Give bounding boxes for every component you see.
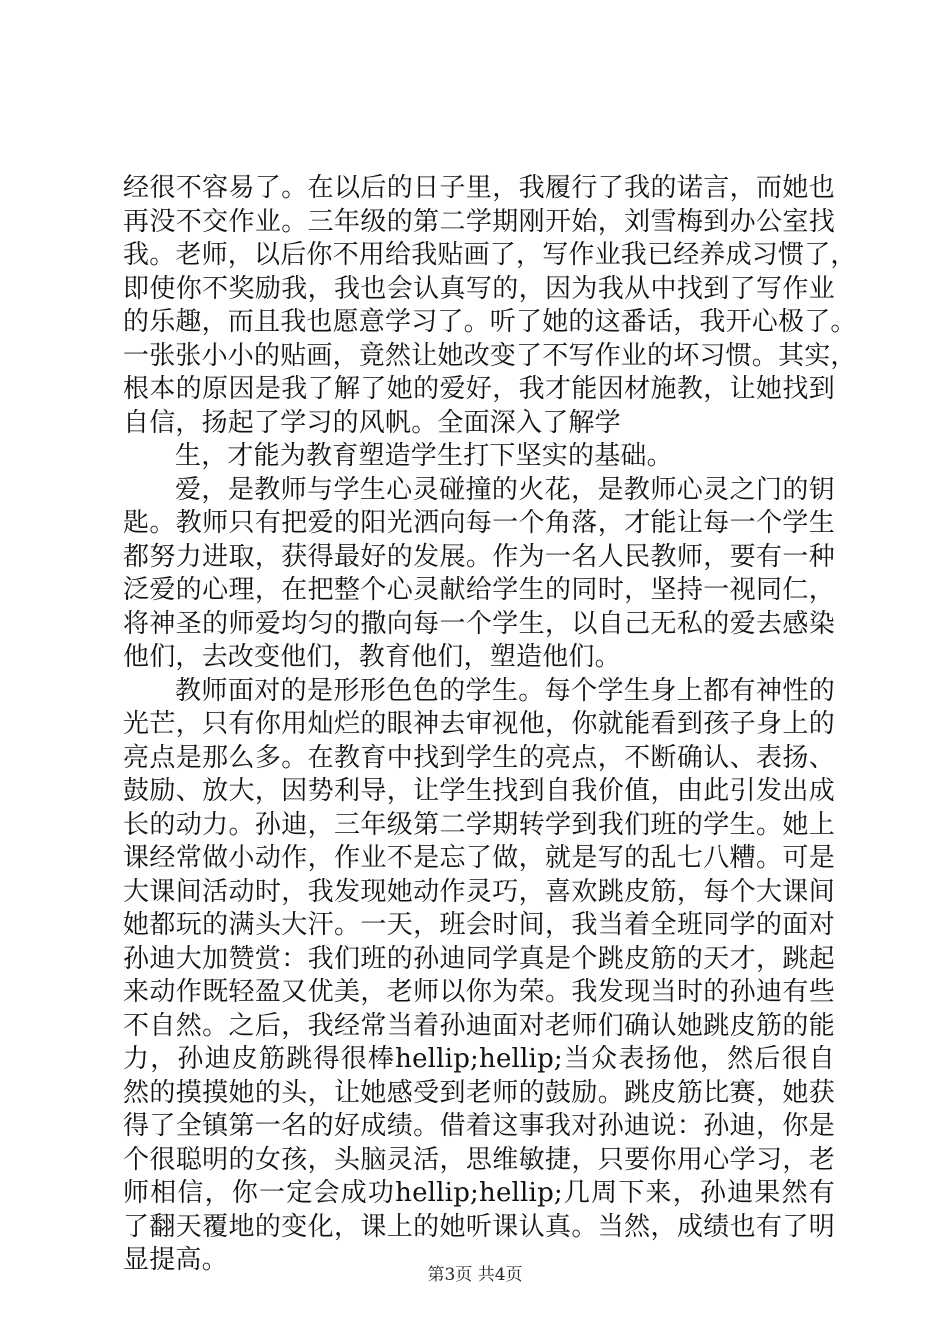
- text-line: 孙迪大加赞赏：我们班的孙迪同学真是个跳皮筋的天才，跳起: [123, 943, 835, 974]
- text-line: 将神圣的师爱均匀的撒向每一个学生，以自己无私的爱去感染: [123, 608, 835, 639]
- text-line: 教师面对的是形形色色的学生。每个学生身上都有神性的: [175, 675, 835, 706]
- text-line: 自信，扬起了学习的风帆。全面深入了解学: [123, 407, 621, 438]
- text-line: 泛爱的心理，在把整个心灵献给学生的同时，坚持一视同仁，: [123, 575, 835, 605]
- text-line: 然的摸摸她的头，让她感受到老师的鼓励。跳皮筋比赛，她获: [123, 1077, 835, 1108]
- text-line: 了翻天覆地的变化，课上的她听课认真。当然，成绩也有了明: [123, 1211, 835, 1242]
- body-text: [123, 172, 857, 1278]
- text-line: 他们，去改变他们，教育他们，塑造他们。: [123, 642, 621, 672]
- text-line: 课经常做小动作，作业不是忘了做，就是写的乱七八糟。可是: [123, 843, 835, 873]
- text-line: 长的动力。孙迪，三年级第二学期转学到我们班的学生。她上: [123, 809, 835, 840]
- text-line: 经很不容易了。在以后的日子里，我履行了我的诺言，而她也: [123, 173, 835, 203]
- text-line: 的乐趣，而且我也愿意学习了。听了她的这番话，我开心极了。: [123, 307, 857, 337]
- text-line: 师相信，你一定会成功hellip;hellip;几周下来，孙迪果然有: [123, 1178, 835, 1208]
- text-line: 显提高。: [123, 1245, 228, 1275]
- text-line: 都努力进取，获得最好的发展。作为一名人民教师，要有一种: [123, 541, 835, 572]
- text-line: 匙。教师只有把爱的阳光洒向每一个角落，才能让每一个学生: [123, 508, 835, 538]
- text-line: 得了全镇第一名的好成绩。借着这事我对孙迪说：孙迪，你是: [123, 1111, 835, 1141]
- text-line: 生，才能为教育塑造学生打下坚实的基础。: [175, 441, 673, 471]
- text-line: 我。老师，以后你不用给我贴画了，写作业我已经养成习惯了，: [123, 240, 857, 270]
- text-line: 大课间活动时，我发现她动作灵巧，喜欢跳皮筋，每个大课间: [123, 876, 835, 907]
- text-line: 鼓励、放大，因势利导，让学生找到自我价值，由此引发出成: [123, 776, 835, 806]
- text-line: 来动作既轻盈又优美，老师以你为荣。我发现当时的孙迪有些: [123, 977, 835, 1007]
- text-line: 力，孙迪皮筋跳得很棒hellip;hellip;当众表扬他，然后很自: [123, 1044, 835, 1074]
- text-line: 不自然。之后，我经常当着孙迪面对老师们确认她跳皮筋的能: [123, 1010, 835, 1041]
- text-line: 根本的原因是我了解了她的爱好，我才能因材施教，让她找到: [123, 374, 835, 404]
- text-line: 亮点是那么多。在教育中找到学生的亮点，不断确认、表扬、: [123, 742, 835, 773]
- page-number-footer: 第3页 共4页: [427, 1265, 523, 1285]
- text-line: 她都玩的满头大汗。一天，班会时间，我当着全班同学的面对: [123, 910, 835, 940]
- text-line: 即使你不奖励我，我也会认真写的，因为我从中找到了写作业: [123, 273, 835, 304]
- text-line: 个很聪明的女孩，头脑灵活，思维敏捷，只要你用心学习，老: [123, 1144, 835, 1175]
- text-line: 一张张小小的贴画，竟然让她改变了不写作业的坏习惯。其实，: [123, 340, 857, 371]
- text-line: 再没不交作业。三年级的第二学期刚开始，刘雪梅到办公室找: [123, 206, 835, 237]
- text-line: 爱，是教师与学生心灵碰撞的火花，是教师心灵之门的钥: [175, 474, 835, 505]
- text-line: 光芒，只有你用灿烂的眼神去审视他，你就能看到孩子身上的: [123, 709, 835, 739]
